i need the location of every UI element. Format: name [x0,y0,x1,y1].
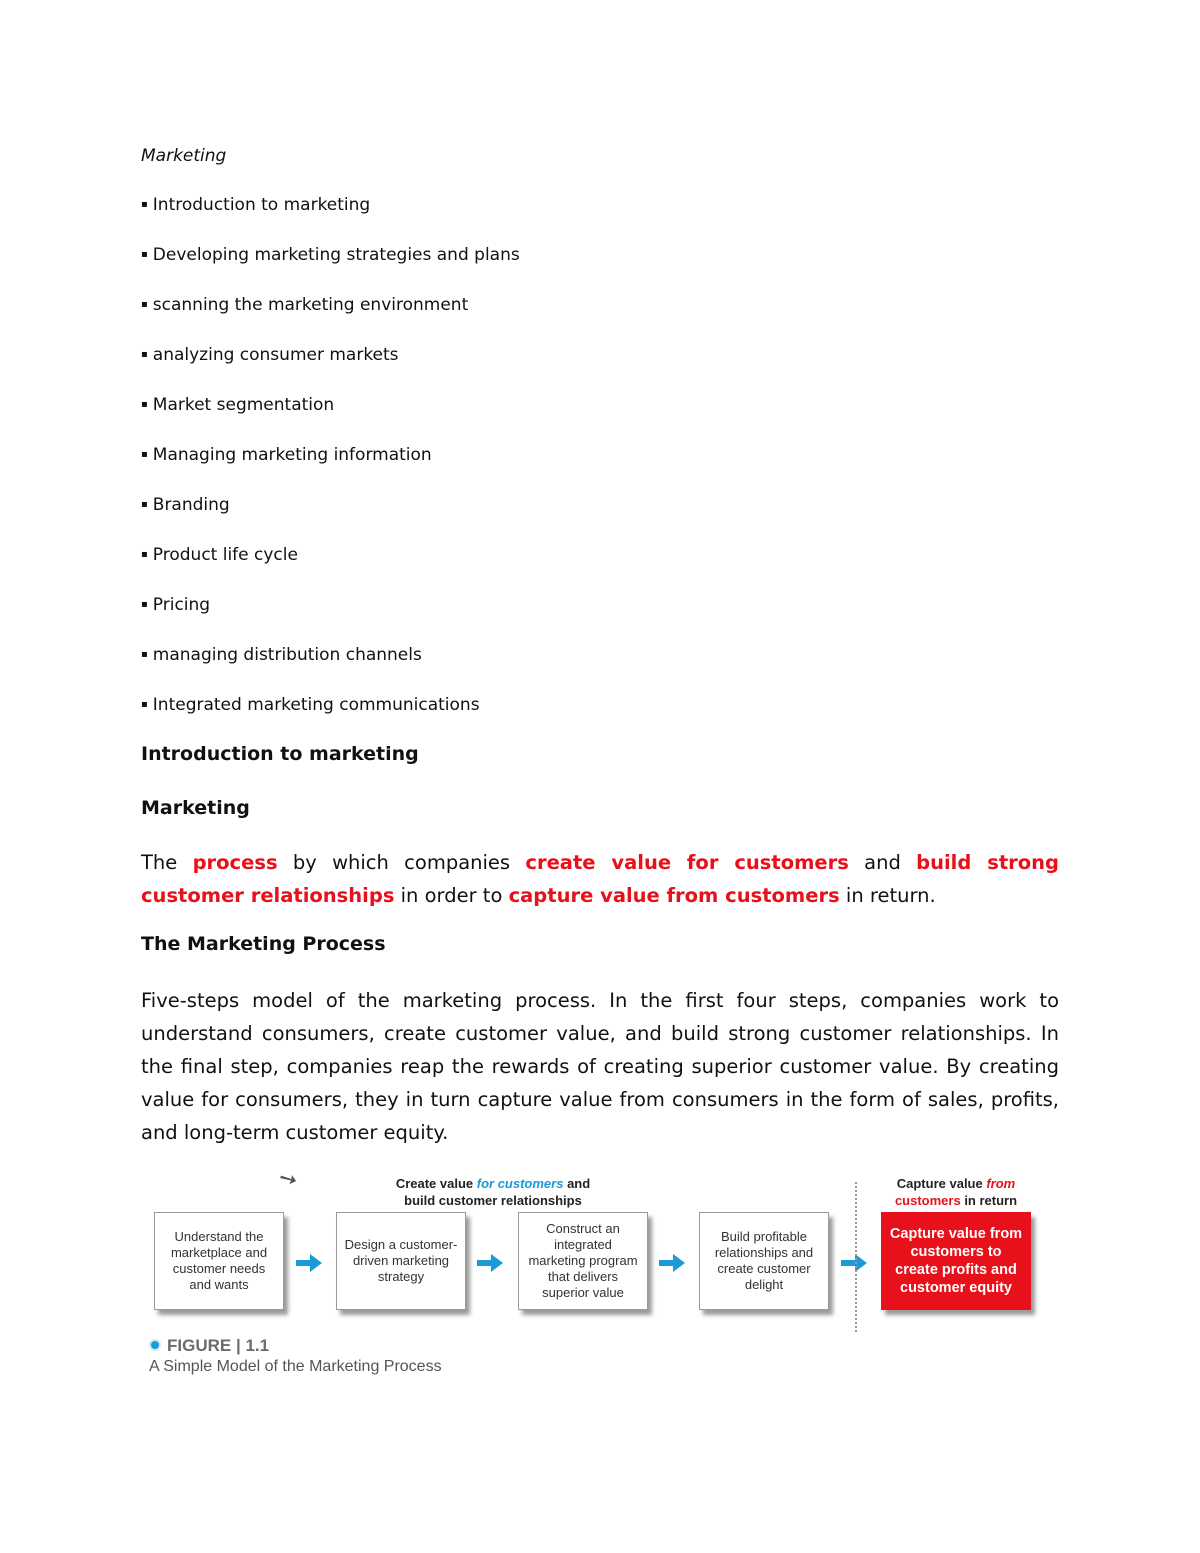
highlight-term: process [192,851,278,874]
list-item: ▪ Product life cycle [141,545,298,565]
step-box: Construct an integrated marketing program that delivers superior value [518,1212,648,1310]
step-box: Design a customer-driven marketing strategy [336,1212,466,1310]
list-item: ▪ scanning the marketing environment [141,295,469,315]
list-item: ▪ analyzing consumer markets [141,345,399,365]
figure-caption: A Simple Model of the Marketing Process [149,1358,442,1375]
section-heading: The Marketing Process [141,933,386,955]
bullet-icon: ▪ [141,599,148,610]
step-box: Understand the marketplace and customer needs and wants [154,1212,284,1310]
stage-divider [855,1182,857,1332]
step-box-final: Capture value from customers to create profits and customer equity [881,1212,1031,1310]
list-item: ▪ Branding [141,495,230,515]
create-value-heading: Create value for customers and build customer relationships [395,1176,591,1208]
body-paragraph: Five-steps model of the marketing process. In the first four steps, companies work to understand consumers, create customer value, and build strong customer relationships. In the final step, companies reap the rewards of creating superior customer value. By creating value for consumers, they in turn capture value from consumers in the form of sales, profits, and long-term customer equity. [141,989,1059,1144]
capture-value-heading: Capture value from customers in return [894,1176,1018,1208]
marketing-definition: The process by which companies create value for customers and build strong customer relationships in order to capture value from customers in return. [141,851,1059,907]
list-item: ▪ Managing marketing information [141,445,432,465]
figure-label: FIGURE | 1.1 [149,1336,269,1356]
highlight-term: capture value from customers [508,884,840,907]
bullet-icon: ▪ [141,499,148,510]
highlight-term: create value for customers [525,851,849,874]
bullet-icon: ▪ [141,199,148,210]
highlight-term: build strong customer relationships [141,851,1059,907]
document-title: Marketing [141,146,227,166]
marketing-process-figure [141,1160,1059,1390]
arrow-right-icon [475,1252,505,1274]
bullet-icon: ▪ [141,249,148,260]
list-item: ▪ Introduction to marketing [141,195,371,215]
bullet-icon: ▪ [141,449,148,460]
arrow-right-icon [294,1252,324,1274]
bullet-icon: ▪ [141,549,148,560]
bullet-icon: ▪ [141,299,148,310]
arrow-right-icon [839,1252,869,1274]
bullet-icon: ▪ [141,649,148,660]
section-heading: Introduction to marketing [141,743,419,765]
list-item: ▪ Integrated marketing communications [141,695,480,715]
list-item: ▪ Market segmentation [141,395,335,415]
list-item: ▪ managing distribution channels [141,645,422,665]
list-item: ▪ Developing marketing strategies and plans [141,245,520,265]
topic-list [141,194,520,744]
arrow-right-icon [657,1252,687,1274]
step-box: Build profitable relationships and create customer delight [699,1212,829,1310]
figure-bullet-icon [149,1339,161,1351]
bullet-icon: ▪ [141,399,148,410]
bullet-icon: ▪ [141,349,148,360]
subsection-heading: Marketing [141,797,250,819]
pointer-arrow-icon: ➘ [273,1163,303,1195]
list-item: ▪ Pricing [141,595,211,615]
bullet-icon: ▪ [141,699,148,710]
